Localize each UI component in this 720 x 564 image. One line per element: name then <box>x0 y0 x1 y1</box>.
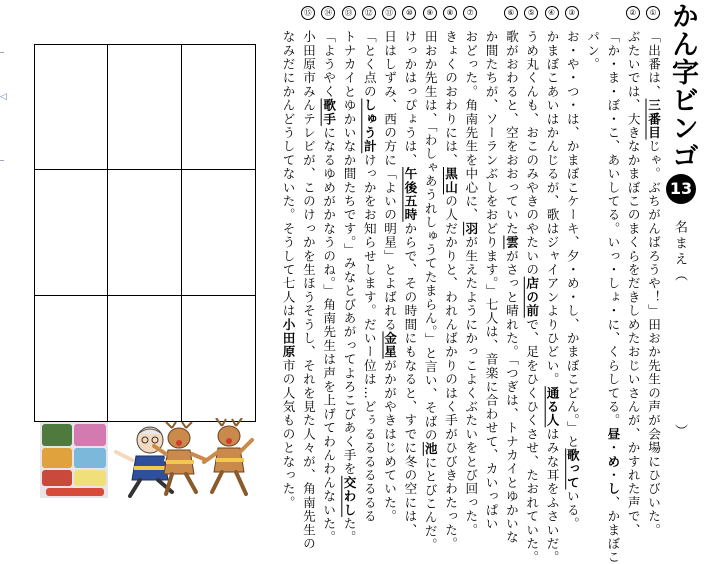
story-segment: ・ <box>605 468 621 483</box>
story-segment: 歌がおわると、空をおおっていた <box>503 30 519 236</box>
sentence-number-marker: ① <box>646 6 660 20</box>
reindeer-dancing-illustration-2 <box>200 418 256 498</box>
story-segment: 市の人気ものとなった。 <box>280 358 296 510</box>
sentence-number-marker: ⑥ <box>504 6 518 20</box>
name-field-close: ） <box>672 424 687 437</box>
sentence-number-marker: ⑦ <box>463 6 477 20</box>
sentence-number-marker: ⑧ <box>443 6 457 20</box>
target-kanji-word: 雲 <box>503 235 519 250</box>
sentence-number-marker: ⑬ <box>342 6 356 20</box>
target-kanji-word: 羽 <box>463 221 479 236</box>
story-segment: おどった。角南先生を中心に、 <box>463 30 479 222</box>
issue-number-badge: 13 <box>666 174 696 204</box>
bingo-cell <box>182 45 255 170</box>
story-segment: はみな耳をふさいだ。 <box>544 427 560 564</box>
bold-word: 昼 <box>605 427 621 442</box>
story-segment: けっかをお知らせします。だいー位は…どぅるるるるるるる <box>361 153 377 524</box>
story-segment: トナカイとゆかいなか間たちです。」みなとびあがってよろこびあく手を <box>341 30 357 476</box>
bingo-grid <box>34 44 256 422</box>
bingo-cell <box>182 296 255 421</box>
story-segment: じゃ。ぶちがんばろうや！」田おか先生の声が会場にひびいた。 <box>646 139 661 537</box>
story-line <box>460 30 480 537</box>
story-line <box>562 30 582 531</box>
story-segment: か間たちが、ソーランぶしをおどります。」七人は、音楽に合わせて、カいっぱい <box>483 30 499 531</box>
name-field-label: 名まえ（ <box>672 220 687 284</box>
sentence-number-marker: ⑨ <box>423 6 437 20</box>
story-segment: 「ようやく <box>321 30 337 99</box>
story-segment: 田おか先生は、「わしゃあうれしゅうてたまらん。」と言い、そばの <box>422 30 438 443</box>
target-kanji-word: 池 <box>422 442 438 456</box>
bingo-cell <box>108 45 181 170</box>
sentence-number-marker: ⑩ <box>402 6 416 20</box>
story-line <box>582 30 602 71</box>
story-segment: 「か・ま・ぼ・こ、あいしてる。いっ・しょ・に、くらしてる。 <box>605 30 621 428</box>
story-line <box>359 30 379 523</box>
target-kanji-word: 三番目 <box>646 98 661 140</box>
target-kanji-word: 交わし <box>341 475 357 517</box>
story-segment: になるゆめがかなうのね。」角南先生は声を上げてわんわんないた。 <box>321 125 337 545</box>
target-kanji-word: 店の前 <box>524 276 540 318</box>
story-line <box>379 30 399 523</box>
food-photo-collage-image <box>40 422 108 498</box>
story-line <box>643 30 663 537</box>
story-segment: 、かまぼこ <box>605 495 621 564</box>
bold-word: 小田原 <box>280 317 296 359</box>
story-segment: ・ <box>605 441 621 455</box>
target-kanji-word: 黒山 <box>443 167 458 195</box>
story-segment: なみだにかんどうしてないた。そうして七人は <box>280 30 296 318</box>
story-line <box>318 30 338 544</box>
target-kanji-word: しゅう計 <box>361 98 377 154</box>
sentence-number-marker: ⑤ <box>524 6 538 20</box>
story-segment: 「とく点の <box>361 30 377 99</box>
edge-marker-icon: ◁ <box>0 92 7 102</box>
target-kanji-word: 通る人 <box>544 386 560 428</box>
story-line <box>399 30 419 537</box>
bingo-cell <box>35 45 108 170</box>
story-segment: の人だかりと、われんばかりのはく手がひびきわたった。 <box>443 194 458 551</box>
bingo-cell <box>35 170 108 295</box>
sentence-number-marker: ③ <box>565 6 579 20</box>
page-title: かん字ビンゴ <box>667 2 698 170</box>
story-segment: からで、その時間にもなると、すでに冬の空には、 <box>402 221 418 537</box>
bingo-cell <box>108 170 181 295</box>
sentence-number-marker: ② <box>626 6 640 20</box>
story-segment: にとびこんだ。 <box>422 455 438 552</box>
target-kanji-word: 歌って <box>564 448 580 490</box>
story-segment: きょくのおわりには、 <box>443 30 458 167</box>
story-line <box>298 30 318 551</box>
story-line <box>420 30 440 552</box>
target-kanji-word: 午後五時 <box>402 167 418 222</box>
story-line <box>339 30 359 544</box>
story-segment: かまぼこあいはかんじるが、歌はジャイアンよりひどい。 <box>544 30 560 387</box>
story-segment: 小田原市みんテレビが、このけっかを生ほうそうし、それを見た人々が、角南先生の <box>300 30 316 551</box>
edge-tick <box>0 52 4 53</box>
sentence-number-marker: ⑫ <box>362 6 376 20</box>
bold-word: め <box>605 454 621 469</box>
story-segment: 日はしずみ、西の方に「よいの明星」とよばれる <box>382 30 398 332</box>
story-line <box>542 30 562 564</box>
story-segment: パン。 <box>585 30 601 72</box>
story-line <box>602 30 622 564</box>
bingo-cell <box>35 296 108 421</box>
story-segment: けっかはっぴょうは、 <box>402 30 418 167</box>
target-kanji-word: 金星 <box>382 331 398 359</box>
bingo-cell <box>108 296 181 421</box>
story-segment: がかがやきはじめていた。 <box>382 358 398 524</box>
bold-word: し <box>605 482 621 496</box>
bingo-cell <box>182 170 255 295</box>
story-line <box>623 30 643 537</box>
story-line <box>521 30 541 564</box>
target-kanji-word: 歌手 <box>321 98 337 126</box>
story-segment: ぶたいでは、大きなかまぼこのまくらをだきしめたおじいさんが、かすれた声で、 <box>625 30 641 537</box>
story-segment: 「出番は、 <box>646 30 661 99</box>
sentence-number-marker: ④ <box>545 6 559 20</box>
story-line <box>481 30 501 531</box>
edge-tick <box>0 160 4 161</box>
story-segment: た。 <box>341 516 357 545</box>
story-segment: で、足をひくひくさせ、たおれていた。 <box>524 317 540 564</box>
sentence-number-marker: ⑮ <box>301 6 315 20</box>
story-line <box>440 30 460 551</box>
story-segment: いる。 <box>564 489 580 531</box>
story-line <box>501 30 521 544</box>
sentence-number-marker: ⑪ <box>382 6 396 20</box>
story-segment: お・や・つ・は、かまぼこケーキ、夕・め・し、かまぼこどん。」と <box>564 30 580 449</box>
story-segment: が生えたようにかっこよくぶたいをとび回った。 <box>463 235 479 537</box>
story-segment: がさっと晴れた。「つぎは、トナカイとゆかいな <box>503 249 519 545</box>
story-segment: うめ丸くんも、おこのみやきのやたいの <box>524 30 540 277</box>
story-line <box>278 30 298 510</box>
sentence-number-marker: ⑭ <box>321 6 335 20</box>
